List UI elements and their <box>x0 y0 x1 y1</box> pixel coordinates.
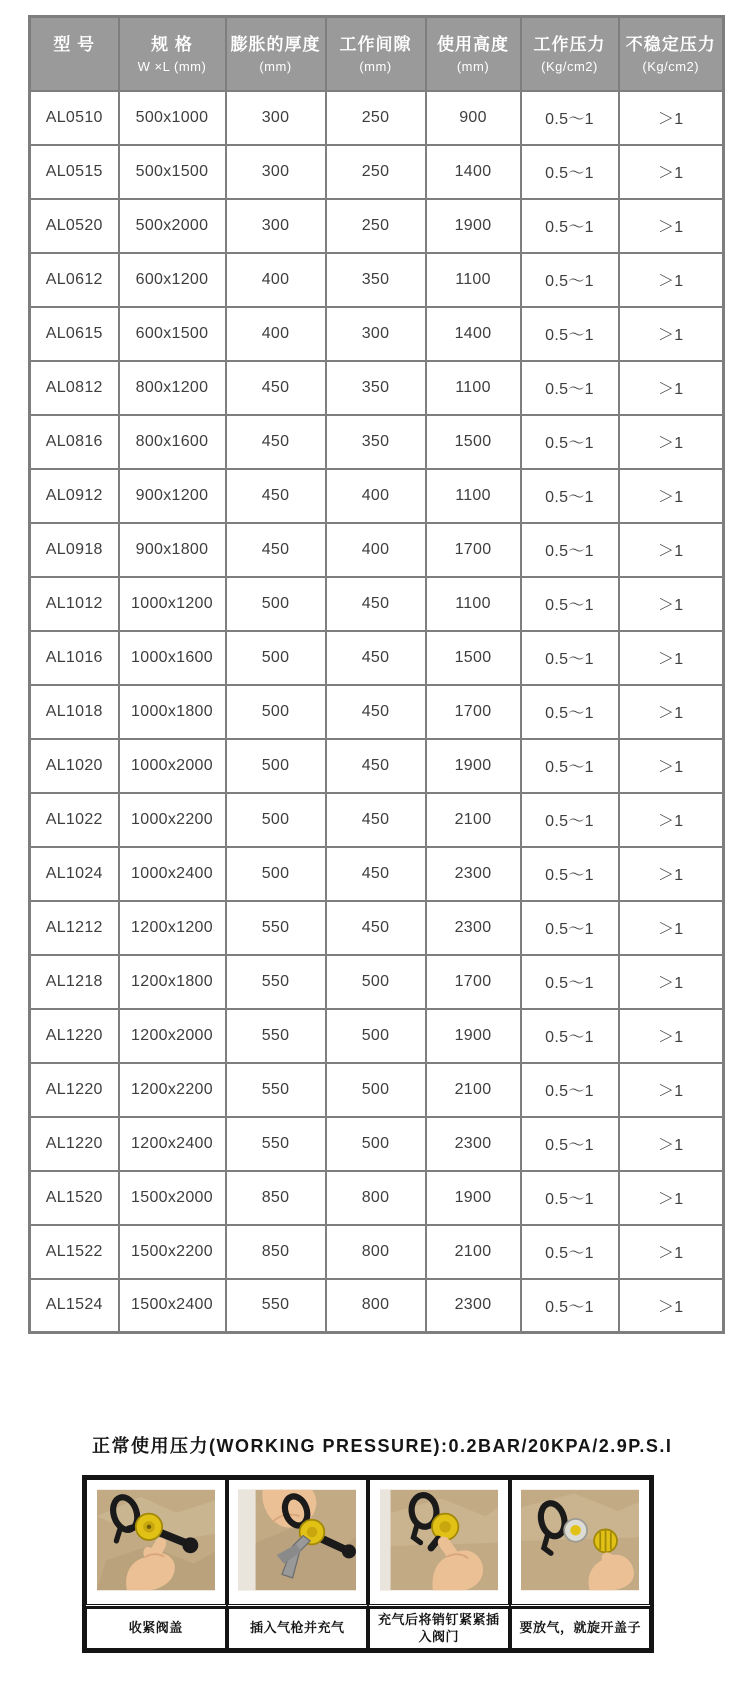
table-cell: 1100 <box>426 577 521 631</box>
table-cell: 0.5～1 <box>521 847 619 901</box>
table-cell: 1400 <box>426 307 521 361</box>
table-cell: 1500x2400 <box>119 1279 226 1333</box>
table-cell: 250 <box>326 145 426 199</box>
table-cell: 450 <box>326 847 426 901</box>
table-row <box>30 1009 724 1063</box>
table-cell: AL0912 <box>30 469 119 523</box>
table-cell: ＞1 <box>619 847 724 901</box>
table-cell: AL0515 <box>30 145 119 199</box>
header-row <box>30 17 724 91</box>
table-row <box>30 847 724 901</box>
table-cell: 300 <box>226 91 326 145</box>
instruction-caption-3: 充气后将销钉紧紧插入阀门 <box>368 1607 510 1650</box>
table-cell: 550 <box>226 1009 326 1063</box>
table-cell: AL1212 <box>30 901 119 955</box>
table-cell: 350 <box>326 415 426 469</box>
table-cell: 1000x2000 <box>119 739 226 793</box>
table-cell: 0.5～1 <box>521 739 619 793</box>
table-cell: 0.5～1 <box>521 685 619 739</box>
table-cell: 2100 <box>426 1063 521 1117</box>
table-row <box>30 307 724 361</box>
table-cell: 450 <box>226 361 326 415</box>
table-cell: 1200x2000 <box>119 1009 226 1063</box>
table-cell: 850 <box>226 1171 326 1225</box>
table-cell: 1500 <box>426 631 521 685</box>
table-cell: AL0612 <box>30 253 119 307</box>
column-header-unit: (mm) <box>259 58 292 74</box>
instruction-photo-3 <box>368 1478 510 1607</box>
table-cell: ＞1 <box>619 523 724 577</box>
table-cell: 0.5～1 <box>521 1117 619 1171</box>
table-cell: 550 <box>226 955 326 1009</box>
table-cell: 1500x2200 <box>119 1225 226 1279</box>
table-cell: 850 <box>226 1225 326 1279</box>
table-cell: 500x1000 <box>119 91 226 145</box>
column-header-unit: (mm) <box>456 58 490 74</box>
column-header-unit: (mm) <box>359 58 392 74</box>
table-cell: 0.5～1 <box>521 1279 619 1333</box>
table-cell: 450 <box>326 577 426 631</box>
table-cell: AL0812 <box>30 361 119 415</box>
table-cell: 1900 <box>426 199 521 253</box>
table-cell: 0.5～1 <box>521 145 619 199</box>
table-cell: 0.5～1 <box>521 361 619 415</box>
table-row <box>30 577 724 631</box>
column-header-5 <box>521 17 619 91</box>
table-cell: 0.5～1 <box>521 1225 619 1279</box>
table-cell: 1000x1600 <box>119 631 226 685</box>
instruction-photo-2 <box>227 1478 369 1607</box>
table-cell: 0.5～1 <box>521 793 619 847</box>
air-gun-inflating-valve-photo <box>238 1488 356 1592</box>
table-cell: 800x1600 <box>119 415 226 469</box>
table-cell: ＞1 <box>619 1279 724 1333</box>
table-cell: ＞1 <box>619 1009 724 1063</box>
table-cell: 1400 <box>426 145 521 199</box>
table-cell: ＞1 <box>619 91 724 145</box>
working-pressure-note: 正常使用压力(WORKING PRESSURE):0.2BAR/20KPA/2.9P.S.I <box>92 1436 673 1456</box>
table-cell: 550 <box>226 1063 326 1117</box>
table-cell: AL0510 <box>30 91 119 145</box>
column-header-title: 使用高度 <box>437 34 509 54</box>
table-row <box>30 415 724 469</box>
column-header-title: 规 格 <box>151 34 193 54</box>
table-cell: AL1020 <box>30 739 119 793</box>
table-cell: 1200x2200 <box>119 1063 226 1117</box>
table-cell: 1900 <box>426 739 521 793</box>
table-cell: 550 <box>226 1279 326 1333</box>
table-cell: 0.5～1 <box>521 955 619 1009</box>
column-header-3 <box>326 17 426 91</box>
table-cell: 550 <box>226 1117 326 1171</box>
spec-table-header <box>30 17 724 91</box>
column-header-unit: (Kg/cm2) <box>642 58 700 74</box>
table-cell: ＞1 <box>619 469 724 523</box>
table-cell: 800 <box>326 1279 426 1333</box>
table-cell: 900 <box>426 91 521 145</box>
table-cell: 250 <box>326 91 426 145</box>
table-cell: 400 <box>326 523 426 577</box>
column-header-title: 工作间隙 <box>339 34 412 54</box>
table-cell: 800x1200 <box>119 361 226 415</box>
table-cell: 2100 <box>426 1225 521 1279</box>
table-cell: 0.5～1 <box>521 1171 619 1225</box>
table-cell: ＞1 <box>619 1117 724 1171</box>
table-cell: 500 <box>326 955 426 1009</box>
table-cell: AL1016 <box>30 631 119 685</box>
table-row <box>30 1279 724 1333</box>
column-header-4 <box>426 17 521 91</box>
table-cell: 0.5～1 <box>521 577 619 631</box>
table-cell: 450 <box>226 469 326 523</box>
table-row <box>30 685 724 739</box>
table-cell: ＞1 <box>619 685 724 739</box>
table-cell: 300 <box>226 145 326 199</box>
table-cell: 450 <box>326 793 426 847</box>
table-cell: 800 <box>326 1171 426 1225</box>
table-cell: 1900 <box>426 1171 521 1225</box>
table-cell: 500 <box>226 685 326 739</box>
table-cell: AL0918 <box>30 523 119 577</box>
table-cell: 500 <box>226 793 326 847</box>
table-row <box>30 361 724 415</box>
table-cell: AL1220 <box>30 1117 119 1171</box>
table-cell: ＞1 <box>619 901 724 955</box>
table-cell: AL0615 <box>30 307 119 361</box>
table-cell: 0.5～1 <box>521 253 619 307</box>
instruction-caption-2: 插入气枪并充气 <box>227 1607 369 1650</box>
table-row <box>30 739 724 793</box>
table-cell: 550 <box>226 901 326 955</box>
table-cell: 1900 <box>426 1009 521 1063</box>
table-cell: ＞1 <box>619 199 724 253</box>
table-row <box>30 1225 724 1279</box>
table-cell: ＞1 <box>619 631 724 685</box>
table-cell: 300 <box>326 307 426 361</box>
table-cell: 800 <box>326 1225 426 1279</box>
table-cell: ＞1 <box>619 253 724 307</box>
table-row <box>30 1117 724 1171</box>
table-cell: 0.5～1 <box>521 1063 619 1117</box>
hand-tightening-valve-cap-photo <box>97 1488 215 1592</box>
table-cell: AL1524 <box>30 1279 119 1333</box>
table-cell: 500 <box>226 739 326 793</box>
table-cell: 450 <box>326 739 426 793</box>
table-cell: 1700 <box>426 955 521 1009</box>
column-header-unit: W ×L (mm) <box>137 58 207 74</box>
instruction-strip <box>82 1475 654 1653</box>
table-cell: 1000x2400 <box>119 847 226 901</box>
column-header-0 <box>30 17 119 91</box>
instruction-caption-1: 收紧阀盖 <box>85 1607 227 1650</box>
table-cell: 0.5～1 <box>521 1009 619 1063</box>
instruction-photo-4 <box>510 1478 652 1607</box>
table-cell: AL1024 <box>30 847 119 901</box>
table-cell: 900x1200 <box>119 469 226 523</box>
table-cell: 1100 <box>426 361 521 415</box>
table-cell: ＞1 <box>619 361 724 415</box>
table-cell: 2300 <box>426 1279 521 1333</box>
table-row <box>30 955 724 1009</box>
table-cell: 2300 <box>426 901 521 955</box>
column-header-2 <box>226 17 326 91</box>
table-cell: AL1018 <box>30 685 119 739</box>
table-row <box>30 199 724 253</box>
table-cell: 400 <box>326 469 426 523</box>
table-row <box>30 469 724 523</box>
table-cell: ＞1 <box>619 307 724 361</box>
table-cell: 300 <box>226 199 326 253</box>
table-cell: 1100 <box>426 469 521 523</box>
table-cell: 450 <box>326 901 426 955</box>
table-row <box>30 145 724 199</box>
table-cell: 1500x2000 <box>119 1171 226 1225</box>
table-cell: 0.5～1 <box>521 91 619 145</box>
table-cell: 450 <box>226 415 326 469</box>
table-cell: 0.5～1 <box>521 901 619 955</box>
table-cell: ＞1 <box>619 739 724 793</box>
table-cell: ＞1 <box>619 1063 724 1117</box>
table-cell: 500 <box>226 847 326 901</box>
table-row <box>30 631 724 685</box>
table-cell: AL1022 <box>30 793 119 847</box>
table-cell: 400 <box>226 307 326 361</box>
table-cell: 500 <box>226 631 326 685</box>
table-cell: ＞1 <box>619 415 724 469</box>
table-cell: 600x1500 <box>119 307 226 361</box>
table-cell: 0.5～1 <box>521 415 619 469</box>
table-cell: 450 <box>326 685 426 739</box>
table-cell: ＞1 <box>619 577 724 631</box>
table-cell: 2100 <box>426 793 521 847</box>
table-row <box>30 523 724 577</box>
table-cell: 450 <box>326 631 426 685</box>
table-cell: 1100 <box>426 253 521 307</box>
table-cell: AL1520 <box>30 1171 119 1225</box>
column-header-unit <box>31 59 118 74</box>
table-cell: ＞1 <box>619 955 724 1009</box>
table-cell: 1200x1800 <box>119 955 226 1009</box>
spec-table <box>28 15 725 1334</box>
table-cell: 450 <box>226 523 326 577</box>
column-header-1 <box>119 17 226 91</box>
column-header-unit: (Kg/cm2) <box>541 58 598 74</box>
table-cell: 0.5～1 <box>521 469 619 523</box>
unscrew-cap-to-deflate-photo <box>521 1488 639 1592</box>
table-cell: 400 <box>226 253 326 307</box>
instruction-photo-1 <box>85 1478 227 1607</box>
table-cell: 1200x2400 <box>119 1117 226 1171</box>
table-cell: 0.5～1 <box>521 523 619 577</box>
table-cell: 0.5～1 <box>521 631 619 685</box>
table-row <box>30 1063 724 1117</box>
table-cell: 0.5～1 <box>521 307 619 361</box>
table-cell: 500x2000 <box>119 199 226 253</box>
table-cell: 350 <box>326 361 426 415</box>
column-header-title: 膨胀的厚度 <box>230 34 321 54</box>
table-cell: 1000x1200 <box>119 577 226 631</box>
table-cell: 500x1500 <box>119 145 226 199</box>
table-cell: 1700 <box>426 523 521 577</box>
table-cell: 2300 <box>426 1117 521 1171</box>
table-cell: AL0816 <box>30 415 119 469</box>
table-cell: 1000x2200 <box>119 793 226 847</box>
table-cell: 500 <box>326 1009 426 1063</box>
table-cell: AL1218 <box>30 955 119 1009</box>
table-cell: AL1220 <box>30 1063 119 1117</box>
table-cell: ＞1 <box>619 1225 724 1279</box>
instruction-caption-4: 要放气，就旋开盖子 <box>510 1607 652 1650</box>
column-header-title: 型 号 <box>53 34 96 54</box>
table-cell: 900x1800 <box>119 523 226 577</box>
column-header-title: 不稳定压力 <box>625 34 716 54</box>
table-row <box>30 1171 724 1225</box>
table-cell: 600x1200 <box>119 253 226 307</box>
table-cell: ＞1 <box>619 793 724 847</box>
table-cell: 350 <box>326 253 426 307</box>
table-cell: AL1220 <box>30 1009 119 1063</box>
table-cell: AL1012 <box>30 577 119 631</box>
table-cell: 500 <box>326 1063 426 1117</box>
table-cell: AL0520 <box>30 199 119 253</box>
table-cell: 0.5～1 <box>521 199 619 253</box>
table-row <box>30 793 724 847</box>
table-cell: 1000x1800 <box>119 685 226 739</box>
table-cell: ＞1 <box>619 1171 724 1225</box>
table-cell: 250 <box>326 199 426 253</box>
table-cell: 2300 <box>426 847 521 901</box>
spec-table-body <box>30 91 724 1333</box>
table-cell: 1200x1200 <box>119 901 226 955</box>
table-row <box>30 901 724 955</box>
table-row <box>30 91 724 145</box>
table-cell: AL1522 <box>30 1225 119 1279</box>
table-cell: 1500 <box>426 415 521 469</box>
table-cell: 1700 <box>426 685 521 739</box>
column-header-title: 工作压力 <box>533 34 606 54</box>
table-cell: 500 <box>326 1117 426 1171</box>
column-header-6 <box>619 17 724 91</box>
table-row <box>30 253 724 307</box>
table-cell: 500 <box>226 577 326 631</box>
pin-inserted-into-valve-photo <box>380 1488 498 1592</box>
table-cell: ＞1 <box>619 145 724 199</box>
